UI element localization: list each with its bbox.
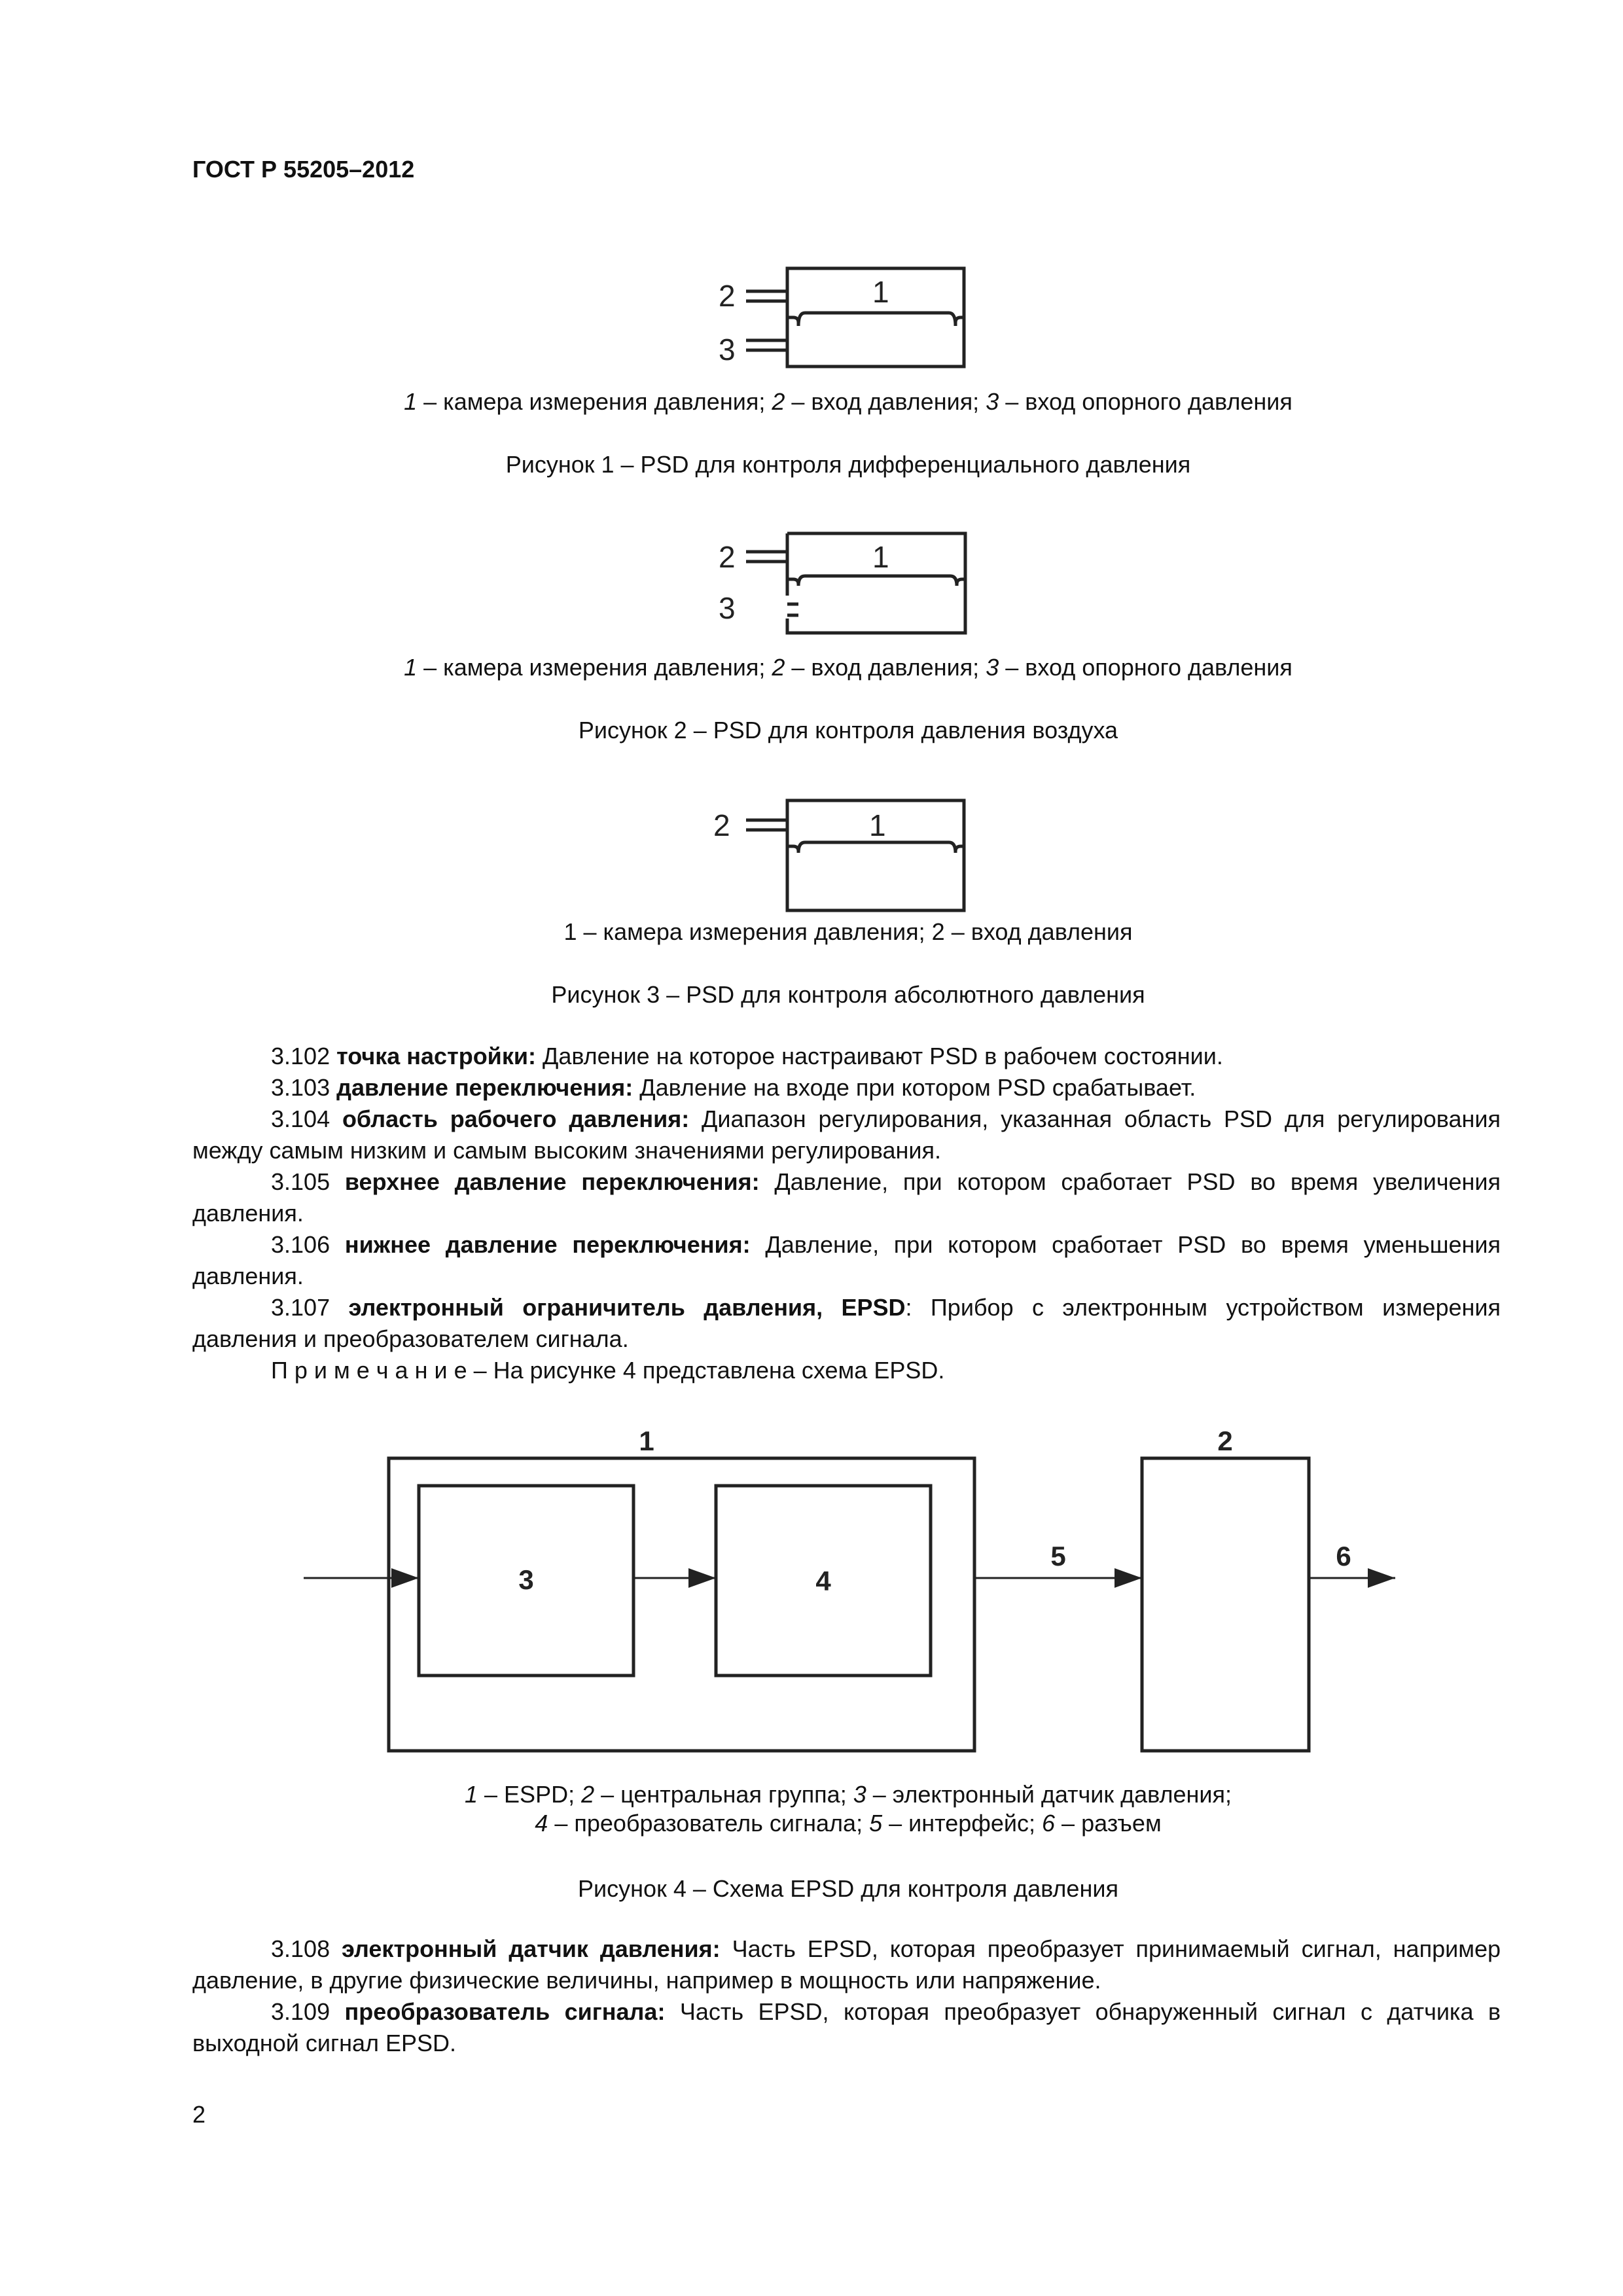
document-header: ГОСТ Р 55205–2012 [192,156,415,183]
figure-2-legend: 1 – камера измерения давления; 2 – вход давления; 3 – вход опорного давления [404,654,1293,681]
definition-3-107: 3.107 электронный ограничитель давления, EPSD: Прибор с электронным устройством измерения давления и преобразователем сигнала. [192,1294,1501,1352]
definition-3-103: 3.103 давление переключения: Давление на входе при котором PSD срабатывает. [271,1074,1196,1101]
definition-3-109: 3.109 преобразователь сигнала: Часть EPSD, которая преобразует обнаруженный сигнал с датчика в выходной сигнал EPSD. [192,1998,1501,2056]
figure-1-diagram [700,255,988,380]
figure-2-label-chamber: 1 [872,540,889,574]
figure-3-diagram [700,789,988,913]
definition-3-104: 3.104 область рабочего давления: Диапазон регулирования, указанная область PSD для регулирования между самым низким и самым высоким значениями регулирования. [192,1105,1501,1164]
figure-3-label-inlet: 2 [713,808,730,842]
definitions-block-b [192,1933,1501,2059]
figure-2-label-ref-inlet: 3 [719,591,736,625]
figure-2-diagram [700,520,988,645]
figure-4-label-interface: 5 [1050,1541,1066,1571]
figure-4-diagram [288,1414,1414,1767]
figure-1-label-chamber: 1 [872,275,889,309]
figure-4-caption: Рисунок 4 – Схема EPSD для контроля давления [578,1875,1118,1902]
figure-4-label-converter: 4 [815,1566,831,1596]
figure-1-label-inlet: 2 [719,279,736,313]
figure-2-caption: Рисунок 2 – PSD для контроля давления воздуха [578,717,1118,744]
figure-4-label-central-group: 2 [1217,1426,1233,1456]
epsd-block [389,1458,974,1751]
figure-2-label-inlet: 2 [719,540,736,574]
definition-3-105: 3.105 верхнее давление переключения: Давление, при котором сработает PSD во время увеличения давления. [192,1168,1501,1227]
note: П р и м е ч а н и е – На рисунке 4 представлена схема EPSD. [271,1357,945,1384]
figure-4-label-sensor: 3 [518,1564,534,1595]
figure-3-legend: 1 – камера измерения давления; 2 – вход давления [563,918,1133,945]
definition-3-108: 3.108 электронный датчик давления: Часть EPSD, которая преобразует принимаемый сигнал, например давление, в другие физические величины, например в мощность или напряжение. [192,1935,1501,1994]
figure-1-legend: 1 – камера измерения давления; 2 – вход давления; 3 – вход опорного давления [404,388,1293,415]
definition-3-106: 3.106 нижнее давление переключения: Давление, при котором сработает PSD во время уменьшения давления. [192,1231,1501,1289]
figure-3-caption: Рисунок 3 – PSD для контроля абсолютного давления [551,981,1145,1008]
figure-1-label-ref-inlet: 3 [719,332,736,367]
page-number: 2 [192,2101,206,2128]
figure-4-label-connector: 6 [1336,1541,1351,1571]
definition-3-102: 3.102 точка настройки: Давление на которое настраивают PSD в рабочем состоянии. [271,1043,1223,1069]
central-group-block [1142,1458,1309,1751]
figure-4-label-epsd: 1 [639,1426,654,1456]
figure-1-caption: Рисунок 1 – PSD для контроля дифференциального давления [505,451,1191,478]
figure-4-legend: 1 – ESPD; 2 – центральная группа; 3 – электронный датчик давления; 4 – преобразователь сигнала; 5 – интерфейс; 6 – разъем [464,1781,1232,1837]
figure-3-label-chamber: 1 [869,808,886,842]
definitions-block-a [192,1041,1501,1386]
